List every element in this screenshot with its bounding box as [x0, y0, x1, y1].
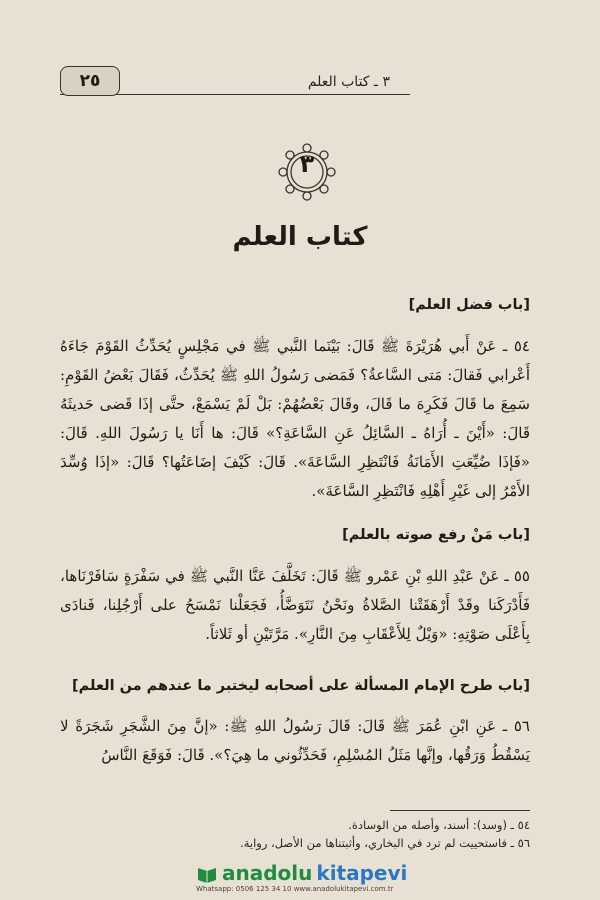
hadith-paragraph: ٥٤ ـ عَنْ أَبي هُرَيْرَةَ ﷺ قَالَ: بَيْنَما النَّبي ﷺ في مَجْلِسٍ يُحَدِّثُ القَوْمَ جَاءَهُ أَعْرابي فَقالَ: مَتى السَّاعةُ؟ فَمَضى رَسُولُ اللهِ ﷺ يُحَدِّثُ، فَقَالَ بَعْضُ القَوْمِ: سَمِعَ ما قَالَ فَكَرِهَ ما قَالَ، وقَالَ بَعْضُهُمْ: بَلْ لَمْ يَسْمَعْ، حتَّى إذَا قَضى حَديثَهُ قَالَ: «أَيْنَ ـ أُرَاهُ ـ السَّائِلُ عَنِ السَّاعَةِ؟» قَالَ: ها أَنَا يا رَسُولَ اللهِ. قَالَ: «فَإذَا ضُيِّعَتِ الأَمَانَةُ فَانْتَظِرِ السَّاعَةَ». قَالَ: كَيْفَ إضَاعَتُها؟ قَالَ: «إذَا وُسِّدَ الأَمْرُ إلى غَيْرِ أَهْلِهِ فَانْتَظِرِ السَّاعَةَ». — [60, 337, 530, 500]
section-heading: [باب طرح الإمام المسألة على أصحابه ليختبر ما عندهم من العلم] — [72, 678, 530, 694]
footnote: ٥٦ ـ فاستحييت لم ترد في البخاري، وأثبتناها من الأصل، رواية. — [240, 836, 530, 850]
header-title: ٣ ـ كتاب العلم — [307, 74, 390, 90]
section-heading: [باب مَنْ رفع صوته بالعلم] — [342, 527, 530, 543]
chapter-title: كتاب العلم — [232, 222, 368, 252]
publisher-watermark — [196, 858, 506, 888]
running-header — [60, 64, 530, 98]
footnote: ٥٤ ـ (وسد): أسند، وأصله من الوسادة. — [348, 818, 530, 832]
brand-name-part1: anadolu — [222, 861, 313, 885]
section-heading: [باب فضل العلم] — [408, 297, 530, 313]
page-number: ٢٥ — [60, 66, 120, 96]
book-logo-icon — [196, 862, 218, 884]
hadith-paragraph: ٥٦ ـ عَنِ ابْنِ عُمَرَ ﷺ قَالَ: قَالَ رَسُولُ اللهِ ﷺ: «إنَّ مِنَ الشَّجَرِ شَجَرَةً لا يَسْقُطُ وَرَقُها، وإنَّها مَثَلُ المُسْلِمِ، فَحَدِّثُوني ما هِيَ؟». قَالَ: فَوَقَعَ النَّاسُ — [60, 717, 530, 764]
brand-name-part2: kitapevi — [316, 861, 408, 885]
footnote-rule — [390, 810, 530, 811]
brand-contact: Whatsapp: 0506 125 34 10 www.anadolukitapevi.com.tr — [196, 885, 394, 893]
hadith-paragraph: ٥٥ ـ عَنْ عَبْدِ اللهِ بْنِ عَمْرو ﷺ قَالَ: تَخَلَّفَ عَنَّا النَّبي ﷺ في سَفْرَةٍ سَافَرْنَاها، فَأَدْرَكَنا وقَدْ أَرْهَقَتْنا الصَّلاةُ ونَحْنُ نَتَوَضَّأُ، فَجَعَلْنا نَمْسَحُ على أَرْجُلِنا، فَنادَى بِأَعْلَى صَوْتِهِ: «وَيْلٌ لِلأَعْقَابِ مِنَ النَّارِ». مَرَّتَيْنِ أو ثَلاثاً. — [60, 567, 530, 643]
chapter-number: ٣ — [299, 150, 315, 178]
